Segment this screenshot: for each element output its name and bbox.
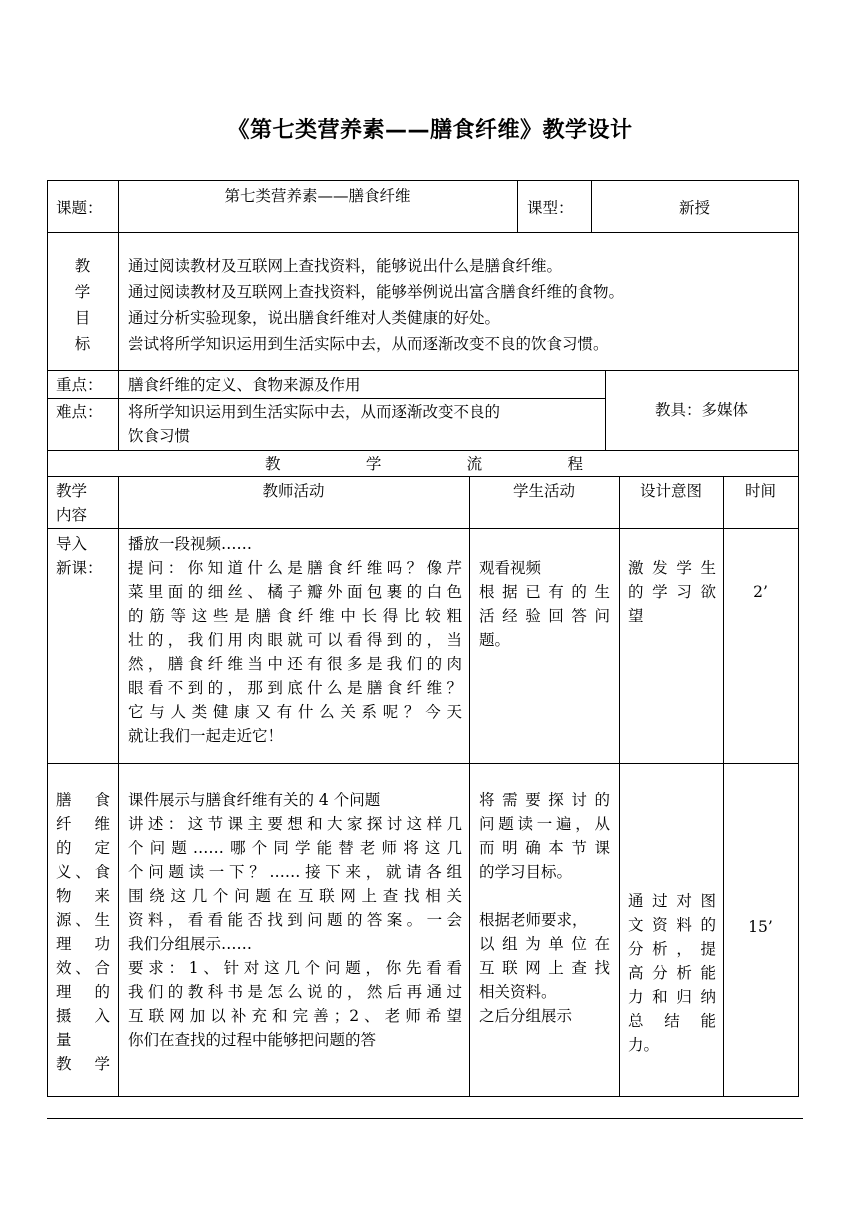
- column-header-intent: 设计意图: [639, 482, 702, 500]
- difficult-point-label: 难点：: [56, 403, 103, 421]
- row-fiber-student: 将需要探讨的 问题读一遍，从 而明确本节课 的学习目标。 根据老师要求， 以组为单位在 互联网上查找 相关资料。 之后分组展示: [479, 791, 610, 1025]
- row-intro-student: 观看视频 根据已有的生 活经验回答问 题。: [479, 559, 610, 649]
- objective-item: 通过分析实验现象，说出膳食纤维对人类健康的好处。: [128, 309, 501, 327]
- column-header-content: 教学 内容: [56, 482, 88, 524]
- objectives-list: [128, 253, 624, 357]
- column-header-student: 学生活动: [512, 482, 575, 500]
- objectives-label: 教 学 目 标: [74, 257, 91, 353]
- column-header-teacher: 教师活动: [262, 482, 325, 500]
- objective-item: 尝试将所学知识运用到生活实际中去，从而逐渐改变不良的饮食习惯。: [128, 335, 609, 353]
- row-fiber-intent: 通过对图 文资料的 分析，提 高分析能 力和归纳 总 结 能 力。: [628, 892, 716, 1054]
- document-title: 《第七类营养素——膳食纤维》教学设计: [227, 118, 633, 143]
- process-heading: 教 学 流 程: [265, 455, 583, 473]
- type-value: 新授: [678, 199, 710, 217]
- row-intro-teacher: 播放一段视频…… 提问：你知道什么是膳食纤维吗？像芹 菜里面的细丝、橘子瓣外面包裹的白色 的筋等这些是膳食纤维中长得比较粗 壮的，我们用肉眼就可以看得到的，当 然，膳食纤维当中还有很多是我们的肉 眼看不到的，那到底什么是膳食纤维？ 它与人类健康又有什么关系呢？今天 就让我们一起走近它！: [128, 535, 462, 745]
- teaching-tools: 教具：多媒体: [654, 401, 748, 419]
- column-header-time: 时间: [744, 482, 776, 500]
- topic-label: 课题：: [56, 199, 103, 217]
- row-intro-time: 2’: [753, 583, 768, 601]
- row-fiber-teacher: 课件展示与膳食纤维有关的 4 个问题 讲述：这节课主要想和大家探讨这样几 个问题……哪个同学能替老师将这几 个问题读一下？……接下来，就请各组 围绕这几个问题在互联网上查找相关 资料，看看能否找到问题的答案。一会 我们分组展示…… 要求：1、针对这几个问题，你先看看 我们的教科书是怎么说的，然后再通过 互联网加以补充和完善；2、老师希望 你们在查找的过程中能够把问题的答: [128, 791, 462, 1049]
- objective-item: 通过阅读教材及互联网上查找资料，能够说出什么是膳食纤维。: [128, 257, 563, 275]
- page-footer-rule: [47, 1118, 803, 1119]
- row-fiber-time: 15’: [748, 918, 773, 936]
- topic-value: 第七类营养素——膳食纤维: [224, 187, 411, 205]
- type-label: 课型：: [527, 199, 574, 217]
- objective-item: 通过阅读教材及互联网上查找资料，能够举例说出富含膳食纤维的食物。: [128, 283, 625, 301]
- row-intro-content: 导入 新课：: [56, 535, 103, 577]
- row-fiber-content: 膳 食 纤 维 的 定 义、食 物 来 源、生 理 功 效、合 理 的 摄 入 量 教 学: [56, 791, 110, 1073]
- row-intro-intent: 激发学生 的学习欲 望: [628, 559, 716, 625]
- difficult-point-value: 将所学知识运用到生活实际中去，从而逐渐改变不良的 饮食习惯: [128, 403, 501, 445]
- key-point-label: 重点：: [56, 376, 103, 394]
- key-point-value: 膳食纤维的定义、食物来源及作用: [128, 376, 361, 394]
